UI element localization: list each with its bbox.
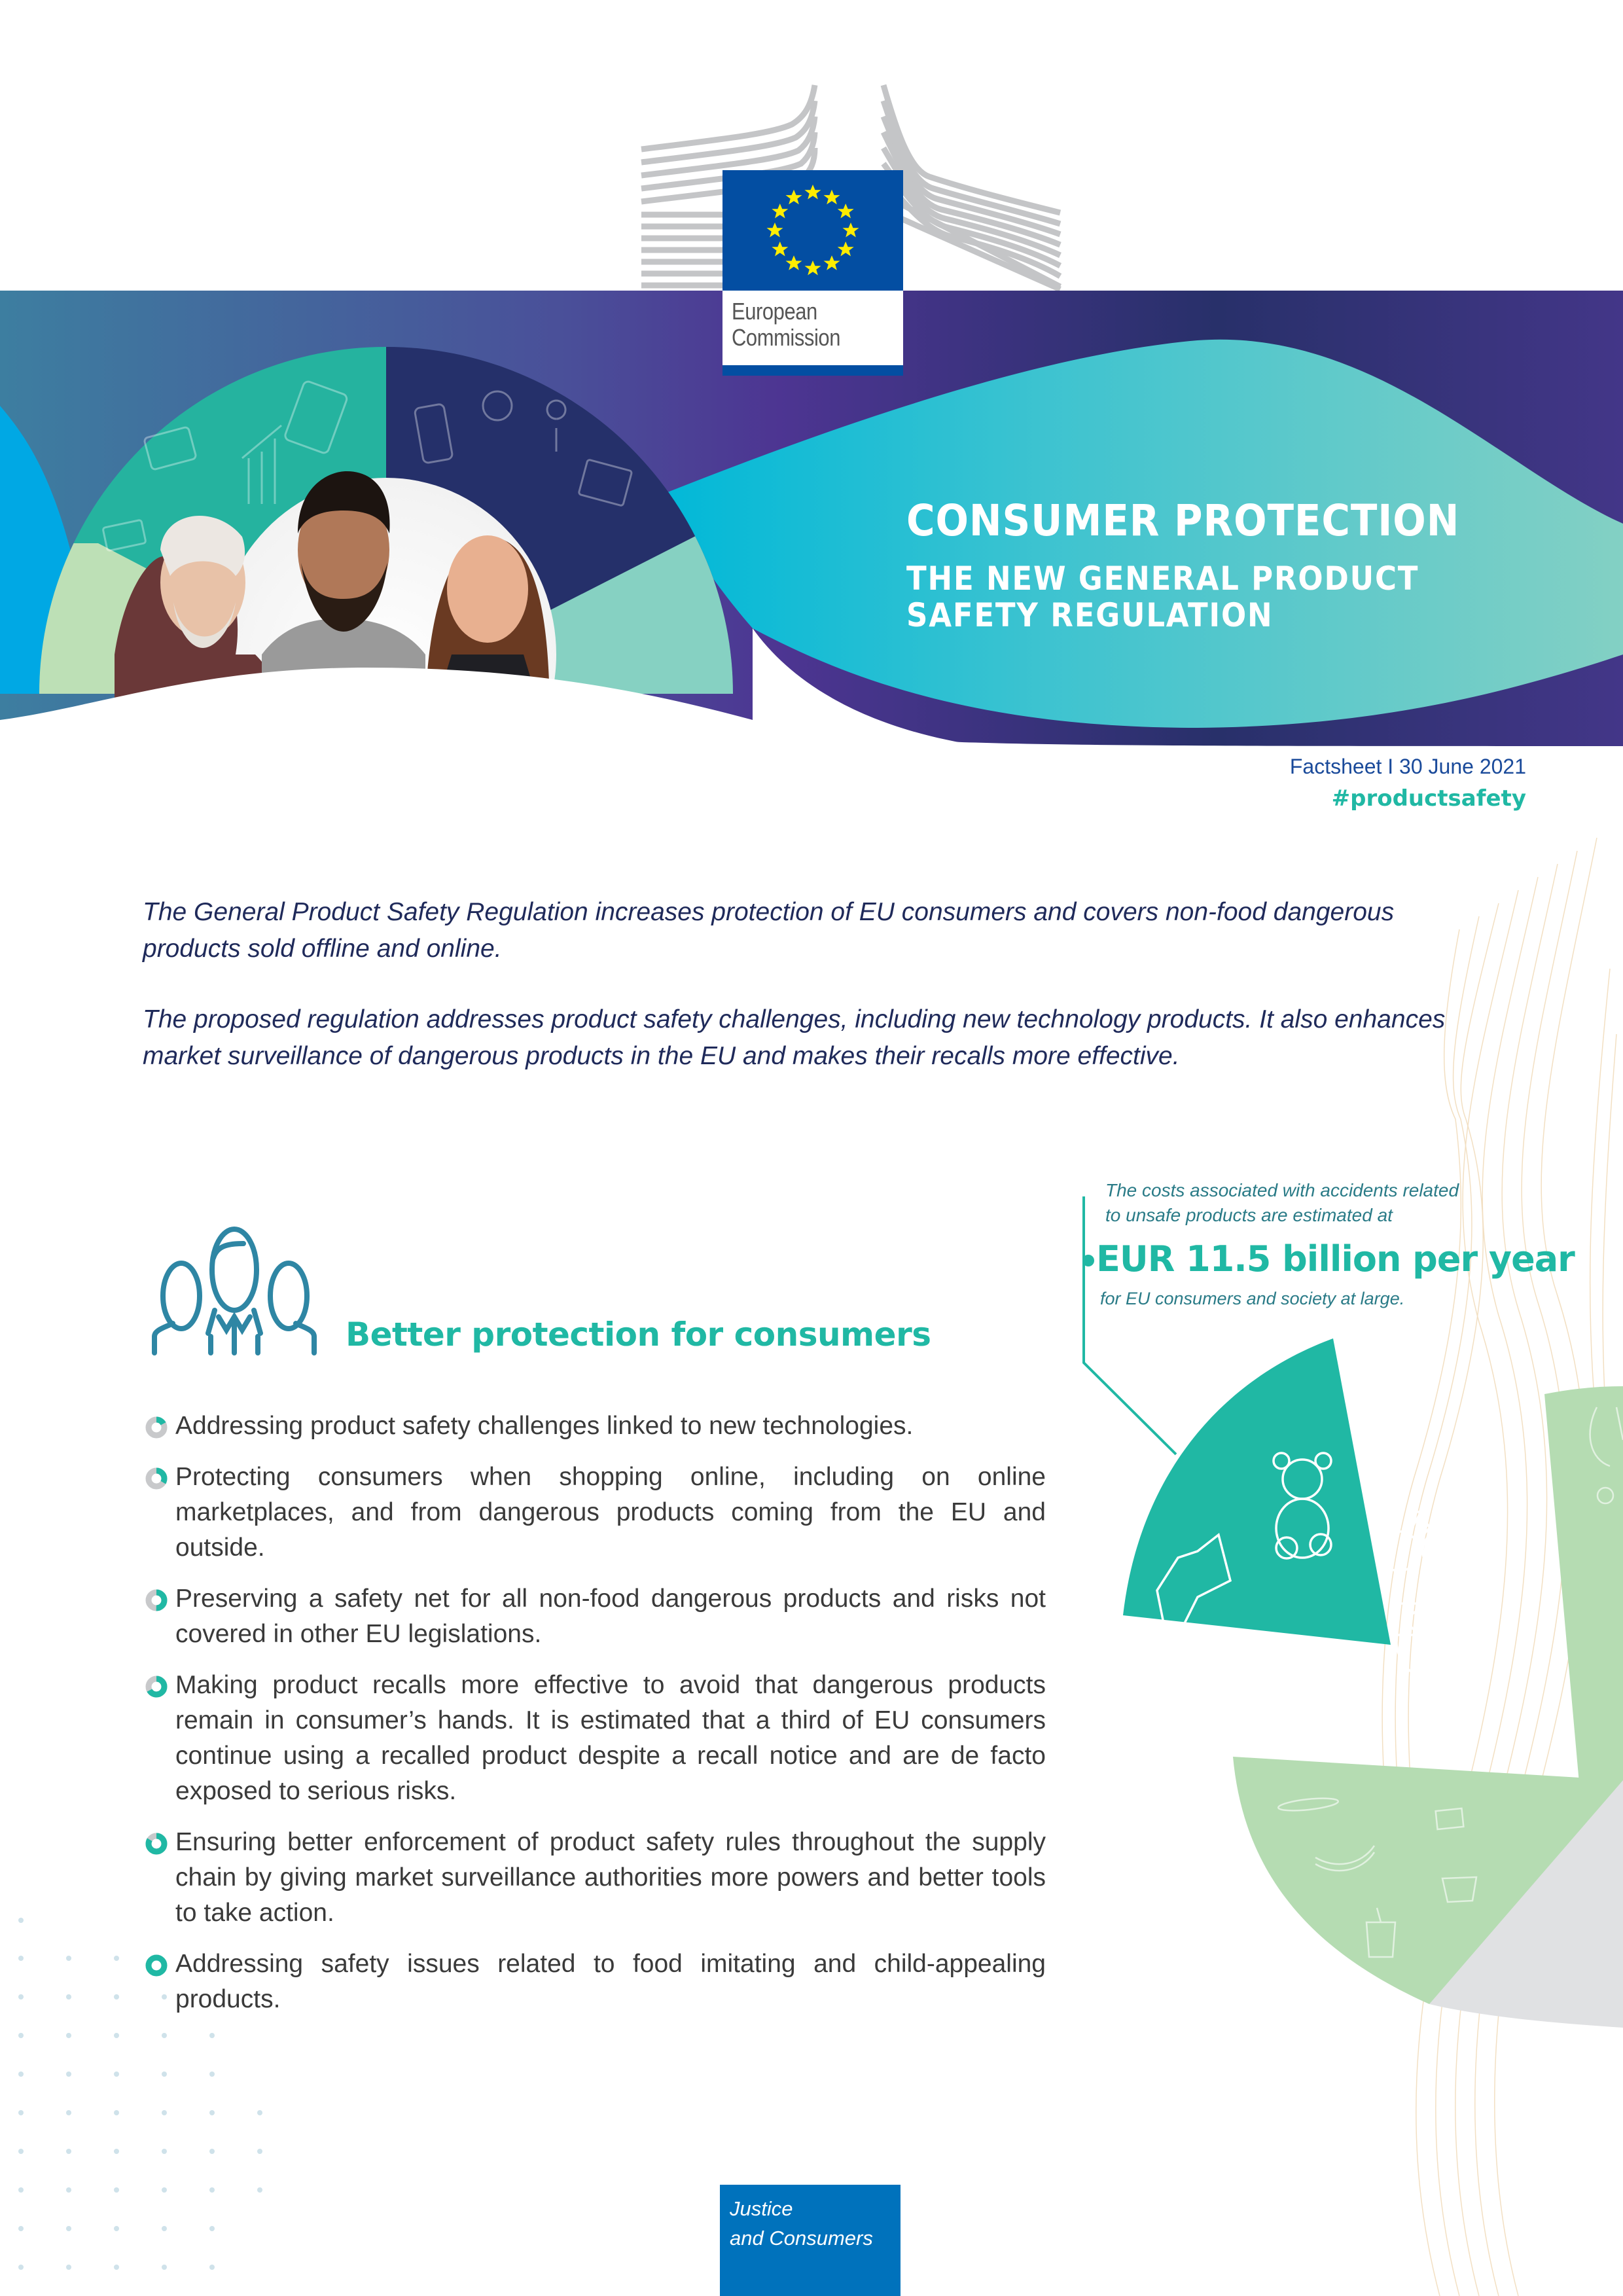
logo-bar <box>722 365 903 376</box>
dg-name-line2: and Consumers <box>730 2227 873 2250</box>
progress-ring-icon <box>145 1589 168 1611</box>
stat-intro-line1: The costs associated with accidents related <box>1105 1180 1459 1200</box>
page-subtitle-line1: THE NEW GENERAL PRODUCT <box>906 560 1419 598</box>
decorative-dot-grid <box>0 1898 275 2296</box>
page-title: CONSUMER PROTECTION <box>906 495 1460 546</box>
list-item-text: Ensuring better enforcement of product safety rules throughout the supply chain by giving market surveillance authorities more powers and better tools to take action. <box>175 1828 1046 1927</box>
intro-text <box>143 894 1452 1075</box>
list-item-text: Preserving a safety net for all non-food dangerous products and risks not covered in other EU legislations. <box>175 1585 1046 1648</box>
list-item <box>145 1946 1046 2017</box>
page-subtitle <box>906 560 1459 634</box>
group-of-people-icon <box>145 1219 323 1356</box>
progress-ring-icon <box>145 1833 168 1855</box>
organization-name <box>732 298 840 351</box>
list-item-text: Protecting consumers when shopping online, including on online marketplaces, and from dangerous products coming from the EU and outside. <box>175 1463 1046 1562</box>
list-item <box>145 1668 1046 1809</box>
list-item-text: Making product recalls more effective to avoid that dangerous products remain in consumer’s hands. It is estimated that a third of EU consumers continue using a recalled product despite a recall notice and are de facto exposed to serious risks. <box>175 1671 1046 1805</box>
progress-ring-icon <box>145 1416 168 1439</box>
stat-value: EUR 11.5 billion per year <box>1096 1238 1575 1280</box>
dg-justice-consumers-badge <box>720 2185 901 2296</box>
organization-name-line1: European <box>732 298 817 325</box>
list-item-text: Addressing product safety challenges linked to new technologies. <box>175 1412 914 1440</box>
dg-name-line1: Justice <box>730 2197 793 2220</box>
list-item-text: Addressing safety issues related to food imitating and child-appealing products. <box>175 1950 1046 2013</box>
camera-icon <box>1394 1604 1452 1679</box>
eu-flag-icon <box>722 170 903 291</box>
document-meta <box>1290 751 1526 816</box>
stat-intro <box>1105 1178 1459 1228</box>
intro-paragraph: The proposed regulation addresses product safety challenges, including new technology products. It also enhances market surveillance of dangerous products in the EU and makes their recalls more effective. <box>143 1005 1446 1070</box>
hashtag: #productsafety <box>1331 785 1526 812</box>
intro-paragraph: The General Product Safety Regulation increases protection of EU consumers and covers non-food dangerous products sold offline and online. <box>143 898 1395 963</box>
list-item <box>145 1581 1046 1652</box>
smartwatch-icon <box>1383 1391 1423 1439</box>
product-categories-pie-graphic <box>1073 1178 1623 2296</box>
stat-intro-line2: to unsafe products are estimated at <box>1105 1205 1393 1225</box>
pie-segment-medical <box>1544 1386 1623 1820</box>
doc-type-date: Factsheet I 30 June 2021 <box>1289 755 1526 778</box>
bicycle-icon <box>1380 1499 1467 1573</box>
title-block <box>906 496 1521 634</box>
page-subtitle-line2: SAFETY REGULATION <box>906 596 1274 634</box>
progress-ring-icon <box>145 1676 168 1698</box>
pie-segment-consumer-goods <box>1123 1338 1391 1645</box>
organization-name-line2: Commission <box>732 324 841 351</box>
list-item <box>145 1408 1046 1444</box>
section-title: Better protection for consumers <box>346 1316 931 1354</box>
european-commission-logo <box>722 170 903 376</box>
list-item <box>145 1460 1046 1566</box>
progress-ring-icon <box>145 1467 168 1490</box>
list-item <box>145 1825 1046 1931</box>
benefits-list <box>145 1408 1046 2033</box>
stat-context: for EU consumers and society at large. <box>1100 1289 1405 1308</box>
